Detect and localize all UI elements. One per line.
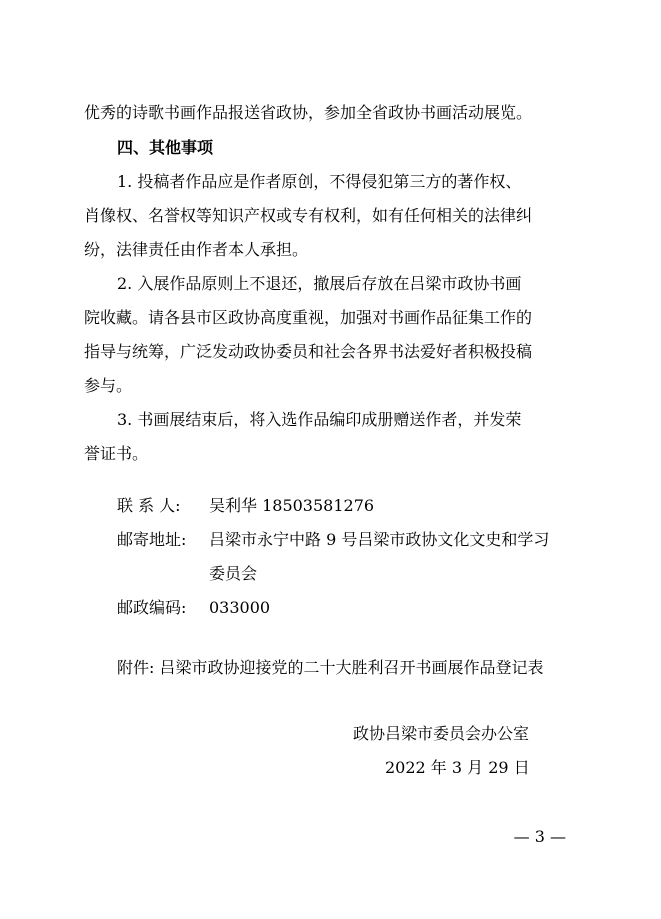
item2-line-2: 院收藏。请各县市区政协高度重视，加强对书画作品征集工作的 [84,308,533,327]
contact-person-value: 吴利华 18503581276 [209,496,375,515]
item1-line-3: 纷，法律责任由作者本人承担。 [84,240,309,259]
address-value-line-1: 吕梁市永宁中路 9 号吕梁市政协文化文史和学习 [209,530,550,549]
item2-line-3: 指导与统筹，广泛发动政协委员和社会各界书法爱好者积极投稿 [84,342,533,361]
item1-line-1: 1. 投稿者作品应是作者原创，不得侵犯第三方的著作权、 [117,172,522,191]
item3-line-2: 誉证书。 [84,444,149,463]
postcode-row [117,598,270,618]
item2-line-4: 参与。 [84,376,133,395]
postcode-label: 邮政编码: [117,598,187,617]
item3-line-1: 3. 书画展结束后，将入选作品编印成册赠送作者，并发荣 [117,410,522,429]
intro-tail-paragraph: 优秀的诗歌书画作品报送省政协，参加全省政协书画活动展览。 [84,103,533,122]
postcode-value: 033000 [209,598,271,617]
page-number: — 3 — [513,827,566,846]
address-value-line-2: 委员会 [209,564,258,583]
attachment-line: 附件: 吕梁市政协迎接党的二十大胜利召开书画展作品登记表 [117,658,544,677]
signature-date: 2022 年 3 月 29 日 [385,758,530,777]
address-row [117,530,549,550]
item2-line-1: 2. 入展作品原则上不退还，撤展后存放在吕梁市政协书画 [117,274,522,293]
contact-person-label: 联 系 人: [117,496,181,515]
signature-org: 政协吕梁市委员会办公室 [353,724,530,743]
item1-line-2: 肖像权、名誉权等知识产权或专有权利，如有任何相关的法律纠 [84,206,533,225]
section-heading: 四、其他事项 [117,138,214,157]
address-label: 邮寄地址: [117,530,187,549]
contact-person-row [117,496,374,516]
